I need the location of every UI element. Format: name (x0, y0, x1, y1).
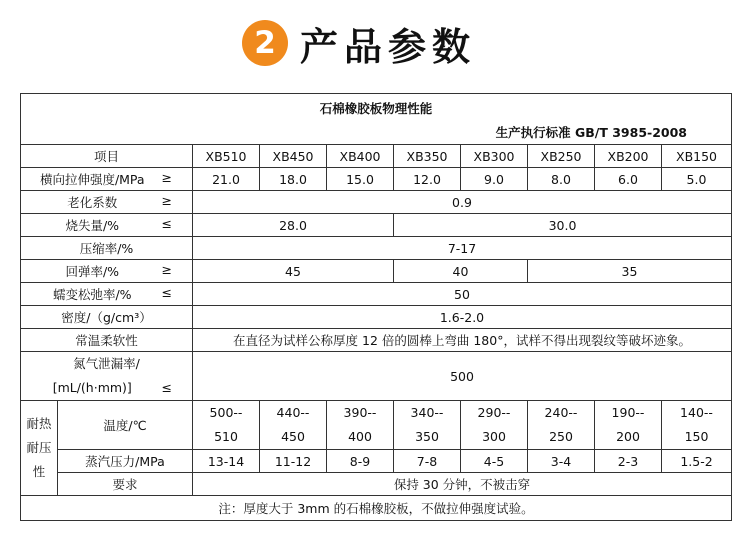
gte-symbol: ≥ (161, 262, 172, 277)
tensile-value: 21.0 (193, 168, 260, 191)
steam-value: 3-4 (528, 450, 595, 473)
density-row (21, 306, 732, 329)
grade-header: XB200 (595, 145, 662, 168)
flex-label: 常温柔软性 (21, 329, 193, 352)
requirement-value: 保持 30 分钟，不被击穿 (193, 473, 732, 496)
compress-value: 7-17 (193, 237, 732, 260)
compress-label: 压缩率/% (21, 237, 193, 260)
density-label: 密度/（g/cm³） (21, 306, 193, 329)
grade-header: XB300 (461, 145, 528, 168)
section-title: 产品参数 (300, 25, 477, 69)
grade-header: XB450 (260, 145, 327, 168)
leak-value: 500 (193, 352, 732, 401)
standard-label: 生产执行标准 GB/T 3985-2008 (495, 125, 687, 140)
temp-value: 140-- 150 (662, 401, 732, 450)
steam-label: 蒸汽压力/MPa (58, 450, 193, 473)
grade-header: XB510 (193, 145, 260, 168)
temp-value: 190-- 200 (595, 401, 662, 450)
density-value: 1.6-2.0 (193, 306, 732, 329)
tensile-value: 9.0 (461, 168, 528, 191)
item-header: 项目 (21, 145, 193, 168)
rebound-value: 35 (528, 260, 732, 283)
section-number-badge: 2 (242, 20, 288, 66)
creep-label: 蠕变松弛率/% ≤ (21, 283, 193, 306)
creep-value: 50 (193, 283, 732, 306)
rebound-value: 40 (394, 260, 528, 283)
temp-value: 240-- 250 (528, 401, 595, 450)
ignition-value: 28.0 (193, 214, 394, 237)
steam-value: 1.5-2 (662, 450, 732, 473)
heat-req-row (21, 473, 732, 496)
rebound-row (21, 260, 732, 283)
grade-header: XB400 (327, 145, 394, 168)
temp-value: 440-- 450 (260, 401, 327, 450)
flex-row (21, 329, 732, 352)
lte-symbol: ≤ (161, 380, 172, 395)
heat-steam-row (21, 450, 732, 473)
section-header (0, 10, 750, 82)
steam-value: 8-9 (327, 450, 394, 473)
grade-header-row (21, 145, 732, 168)
aging-value: 0.9 (193, 191, 732, 214)
rebound-value: 45 (193, 260, 394, 283)
temp-value: 290-- 300 (461, 401, 528, 450)
gte-symbol: ≥ (161, 193, 172, 208)
grade-header: XB150 (662, 145, 732, 168)
spec-table (20, 93, 732, 521)
steam-value: 11-12 (260, 450, 327, 473)
temp-value: 500-- 510 (193, 401, 260, 450)
temp-value: 340-- 350 (394, 401, 461, 450)
temp-value: 390-- 400 (327, 401, 394, 450)
ignition-row (21, 214, 732, 237)
gte-symbol: ≥ (161, 170, 172, 185)
tensile-value: 15.0 (327, 168, 394, 191)
temp-label: 温度/℃ (58, 401, 193, 450)
table-title-cell (21, 94, 732, 145)
lte-symbol: ≤ (161, 285, 172, 300)
lte-symbol: ≤ (161, 216, 172, 231)
aging-label: 老化系数 ≥ (21, 191, 193, 214)
tensile-label: 横向拉伸强度/MPa ≥ (21, 168, 193, 191)
table-title: 石棉橡胶板物理性能 (319, 101, 433, 116)
tensile-value: 5.0 (662, 168, 732, 191)
heat-temp-row (21, 401, 732, 450)
heat-group-label: 耐热 耐压 性 (21, 401, 58, 496)
leak-row (21, 352, 732, 401)
steam-value: 7-8 (394, 450, 461, 473)
tensile-value: 12.0 (394, 168, 461, 191)
tensile-value: 6.0 (595, 168, 662, 191)
flex-value: 在直径为试样公称厚度 12 倍的圆棒上弯曲 180°，试样不得出现裂纹等破坏迹象。 (193, 329, 732, 352)
compress-row (21, 237, 732, 260)
aging-row (21, 191, 732, 214)
creep-row (21, 283, 732, 306)
rebound-label: 回弹率/% ≥ (21, 260, 193, 283)
steam-value: 4-5 (461, 450, 528, 473)
tensile-value: 8.0 (528, 168, 595, 191)
steam-value: 13-14 (193, 450, 260, 473)
tensile-row (21, 168, 732, 191)
ignition-label: 烧失量/% ≤ (21, 214, 193, 237)
requirement-label: 要求 (58, 473, 193, 496)
grade-header: XB250 (528, 145, 595, 168)
steam-value: 2-3 (595, 450, 662, 473)
note-row (21, 496, 732, 521)
table-note: 注：厚度大于 3mm 的石棉橡胶板，不做拉伸强度试验。 (21, 496, 732, 521)
ignition-value: 30.0 (394, 214, 732, 237)
grade-header: XB350 (394, 145, 461, 168)
leak-label: 氮气泄漏率/ [mL/(h·mm)] ≤ (21, 352, 193, 401)
tensile-value: 18.0 (260, 168, 327, 191)
